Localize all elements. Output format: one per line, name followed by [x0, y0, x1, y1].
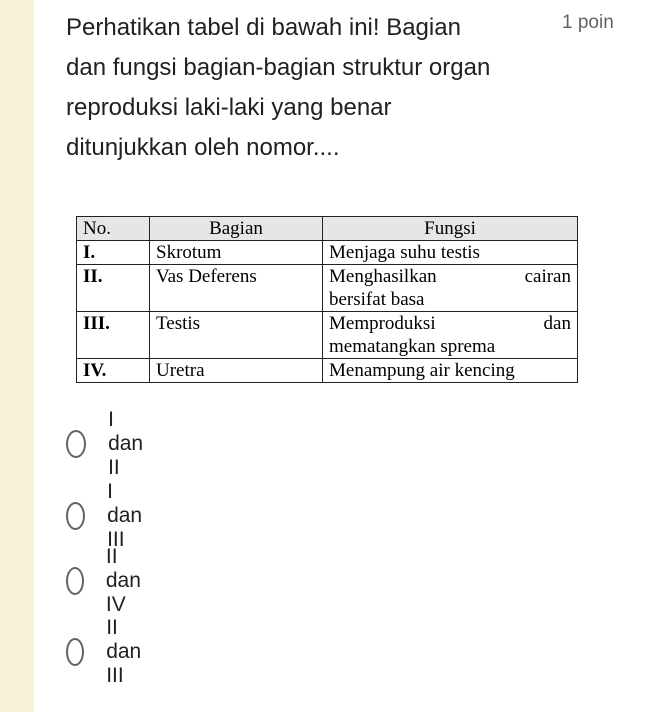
points-label: 1 poin: [562, 12, 614, 33]
radio-button[interactable]: [66, 638, 84, 666]
fungsi-line: Menjaga suhu testis: [329, 242, 480, 263]
cell-bagian: Vas Deferens: [150, 265, 323, 312]
fungsi-line: bersifat basa: [329, 289, 425, 310]
cell-bagian: Testis: [150, 312, 323, 359]
question-line: reproduksi laki-laki yang benar: [66, 94, 392, 121]
cell-no: II.: [77, 265, 150, 312]
cell-no: I.: [77, 241, 150, 265]
cell-fungsi: [323, 312, 578, 359]
fungsi-line: Memproduksi dan: [329, 313, 571, 334]
cell-fungsi: [323, 359, 578, 383]
question-line: dan fungsi bagian-bagian struktur organ: [66, 54, 491, 81]
table-row: [77, 265, 578, 312]
option-i-dan-ii[interactable]: [66, 408, 151, 479]
cell-bagian: Skrotum: [150, 241, 323, 265]
header-no: No.: [77, 217, 150, 241]
fungsi-line: mematangkan sprema: [329, 336, 496, 357]
cell-no: III.: [77, 312, 150, 359]
fungsi-line: Menghasilkan cairan: [329, 266, 571, 287]
question-line: ditunjukkan oleh nomor....: [66, 134, 340, 161]
radio-button[interactable]: [66, 430, 86, 458]
cell-fungsi: [323, 241, 578, 265]
question-line: Perhatikan tabel di bawah ini! Bagian: [66, 14, 461, 41]
option-i-dan-iii[interactable]: [66, 480, 151, 551]
table-header-row: [77, 217, 578, 241]
option-label: I dan III: [107, 480, 143, 551]
header-fungsi: Fungsi: [323, 217, 578, 241]
cell-bagian: Uretra: [150, 359, 323, 383]
option-label: I dan II: [108, 408, 144, 479]
header-bagian: Bagian: [150, 217, 323, 241]
fungsi-line: Menampung air kencing: [329, 360, 515, 381]
cell-fungsi: [323, 265, 578, 312]
option-label: II dan III: [106, 616, 142, 687]
cell-no: IV.: [77, 359, 150, 383]
table-row: [77, 241, 578, 265]
option-label: II dan IV: [105, 545, 141, 616]
radio-button[interactable]: [66, 567, 84, 595]
option-ii-dan-iii[interactable]: [66, 616, 151, 687]
table-row: [77, 359, 578, 383]
radio-button[interactable]: [66, 502, 85, 530]
table-row: [77, 312, 578, 359]
question-text: [66, 8, 546, 168]
organ-table: [76, 216, 578, 383]
question-card: [34, 0, 662, 712]
option-ii-dan-iv[interactable]: [66, 545, 151, 616]
